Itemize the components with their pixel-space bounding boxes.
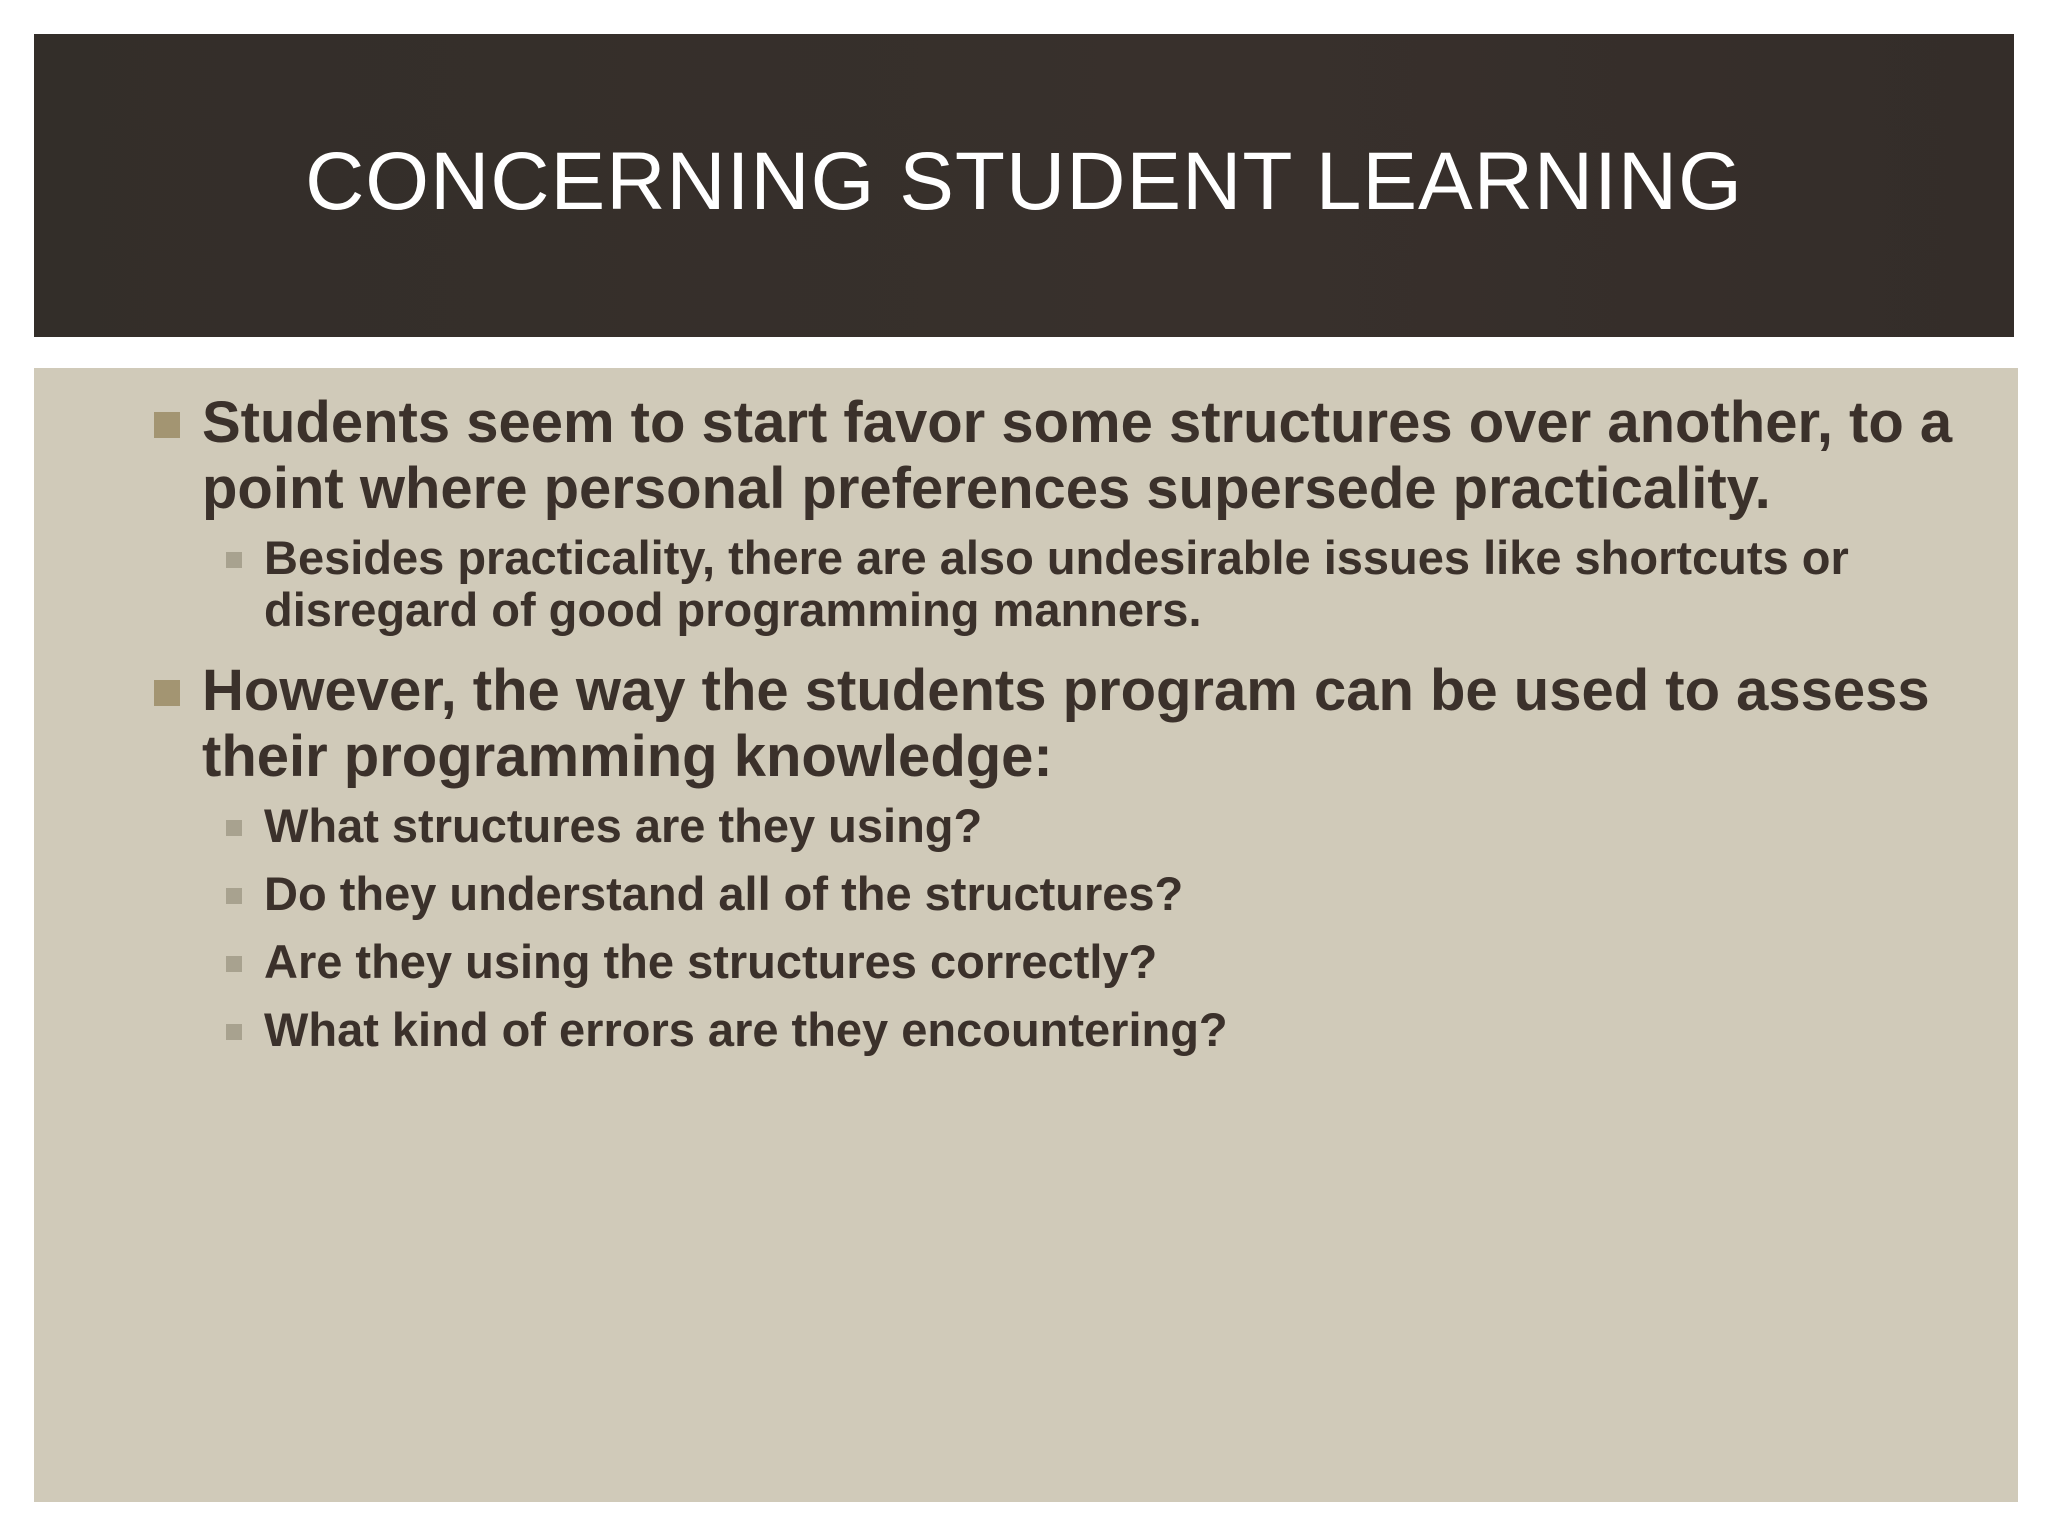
small-square-bullet-icon <box>226 956 242 972</box>
sub-bullet-item <box>202 1004 1978 1056</box>
square-bullet-icon <box>154 680 180 706</box>
sub-bullet-item <box>202 532 1978 636</box>
sub-bullet-list <box>202 532 1978 636</box>
bullet-text: Students seem to start favor some structures over another, to a point where personal preferences supersede practicality. <box>202 390 1953 521</box>
small-square-bullet-icon <box>226 1024 242 1040</box>
sub-bullet-item <box>202 800 1978 852</box>
small-square-bullet-icon <box>226 888 242 904</box>
sub-bullet-text: Are they using the structures correctly? <box>264 935 1158 988</box>
content-area <box>34 368 2018 1502</box>
bullet-item <box>124 658 1978 1056</box>
sub-bullet-text: What kind of errors are they encountering? <box>264 1003 1228 1056</box>
square-bullet-icon <box>154 412 180 438</box>
sub-bullet-text: What structures are they using? <box>264 799 983 852</box>
sub-bullet-list <box>202 800 1978 1056</box>
bullet-text: However, the way the students program can be used to assess their programming knowledge: <box>202 658 1930 789</box>
sub-bullet-text: Do they understand all of the structures? <box>264 867 1184 920</box>
sub-bullet-item <box>202 936 1978 988</box>
bullet-list <box>124 390 1978 1056</box>
bullet-item <box>124 390 1978 636</box>
sub-bullet-item <box>202 868 1978 920</box>
sub-bullet-text: Besides practicality, there are also undesirable issues like shortcuts or disregard of good programming manners. <box>264 531 1849 636</box>
slide-title: CONCERNING STUDENT LEARNING <box>305 135 1743 227</box>
title-bar <box>34 34 2014 337</box>
small-square-bullet-icon <box>226 820 242 836</box>
small-square-bullet-icon <box>226 552 242 568</box>
